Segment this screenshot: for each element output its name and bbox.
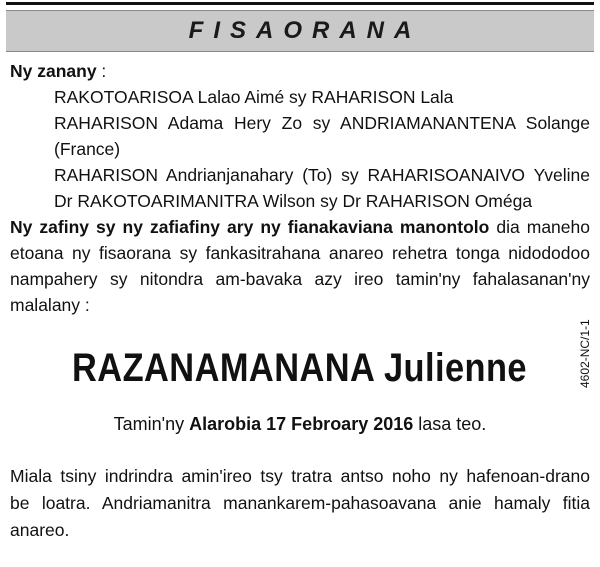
parents-line: Dr RAKOTOARIMANITRA Wilson sy Dr RAHARISON Oméga	[54, 191, 533, 211]
reference-code: 4602-NC/1-1	[578, 319, 592, 388]
closing-line: be loatra. Andriamanitra manankarem-pahasoavana anie hamaly fitia	[10, 493, 590, 513]
closing-line: Miala tsiny indrindra amin'ireo tsy tratra antso noho ny hafenoan-drano	[10, 466, 590, 486]
date-prefix: Tamin'ny	[113, 414, 190, 434]
date-value: Alarobia 17 Febroary 2016	[189, 414, 414, 434]
family-line: malalany :	[10, 295, 90, 315]
deceased-name: RAZANAMANANA Julienne	[72, 346, 528, 390]
date-suffix: lasa teo.	[413, 414, 487, 434]
parents-line: RAHARISON Adama Hery Zo sy ANDRIAMANANTENA Solange	[54, 113, 590, 133]
top-rule	[6, 2, 594, 5]
parents-line: RAKOTOARISOA Lalao Aimé sy RAHARISON Lala	[54, 87, 454, 107]
deceased-block	[0, 346, 600, 391]
family-line: nampahery sy nitondra am-bavaka azy ireo tamin'ny fahalasanan'ny	[10, 269, 590, 289]
closing-line: anareo.	[10, 520, 70, 540]
parents-heading	[10, 58, 590, 84]
family-bold-text: Ny zafiny sy ny zafiafiny ary ny fianakaviana manontolo	[10, 217, 490, 237]
family-rest: dia maneho	[489, 217, 590, 237]
parents-line: (France)	[54, 139, 121, 159]
family-line: etoana ny fisaorana sy fankasitrahana anareo rehetra tonga nidododoo	[10, 243, 590, 263]
parents-label: Ny zanany	[10, 61, 97, 81]
date-line	[0, 414, 600, 435]
header-title: FISAORANA	[188, 17, 422, 44]
family-line	[10, 214, 590, 240]
parents-line: RAHARISON Andrianjanahary (To) sy RAHARISOANAIVO Yveline	[54, 165, 590, 185]
header-band	[6, 10, 594, 52]
closing-paragraph	[10, 463, 590, 544]
notice-body	[10, 58, 590, 318]
parents-label-suffix: :	[96, 61, 107, 81]
